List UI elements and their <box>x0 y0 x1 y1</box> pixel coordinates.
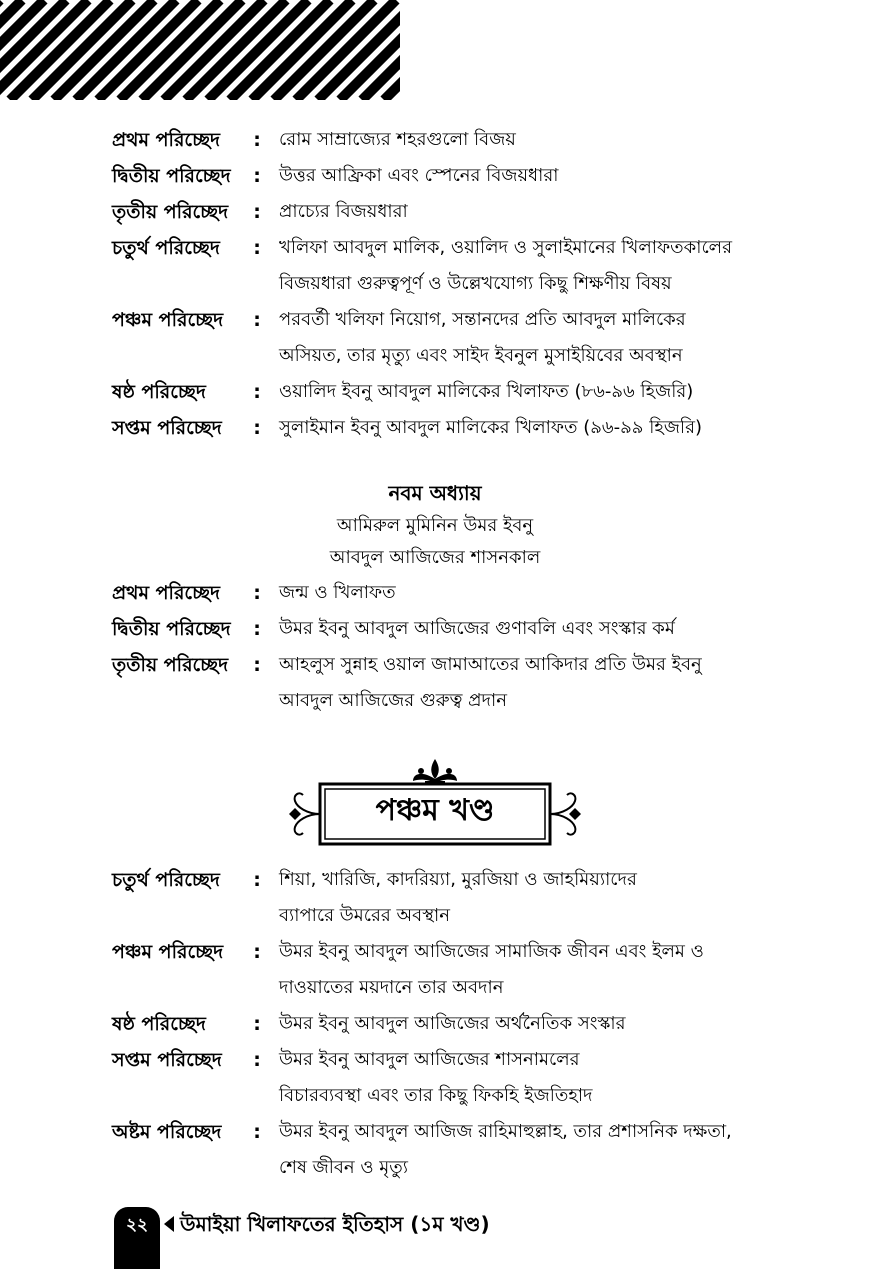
chapter-title-line: পরবর্তী খলিফা নিয়োগ, সন্তানদের প্রতি আবদুল মালিকের <box>279 309 686 330</box>
toc-entry <box>112 1114 792 1186</box>
toc-entry <box>112 194 792 230</box>
chapter-title-line: জন্ম ও খিলাফত <box>279 582 396 603</box>
chapter-title-line: উমর ইবনু আবদুল আজিজের শাসনামলের <box>279 1049 580 1070</box>
chapter-title: নবম অধ্যায় <box>388 481 482 505</box>
chapter-title-line: বিজয়ধারা গুরুত্বপূর্ণ ও উল্লেখযোগ্য কিছু শিক্ষণীয় বিষয় <box>279 273 672 294</box>
chapter-title-block <box>279 934 792 1006</box>
chapter-label: পঞ্চম পরিচ্ছেদ <box>112 309 224 331</box>
separator-colon: : <box>253 417 261 439</box>
toc-section-1 <box>112 122 792 446</box>
toc-entry <box>112 374 792 410</box>
chapter-label: সপ্তম পরিচ্ছেদ <box>112 417 222 439</box>
corner-stripes <box>0 0 400 100</box>
chapter-title-block <box>279 1042 792 1114</box>
chapter-title-line: আবদুল আজিজের গুরুত্ব প্রদান <box>279 690 507 711</box>
chapter-label: পঞ্চম পরিচ্ছেদ <box>112 941 224 963</box>
separator-colon: : <box>253 654 261 676</box>
toc-section-3 <box>112 862 792 1186</box>
chapter-label: প্রথম পরিচ্ছেদ <box>112 129 221 151</box>
chapter-title-line: শিয়া, খারিজি, কাদরিয়্যা, মুরজিয়া ও জাহমিয়্যাদের <box>279 869 637 890</box>
chapter-title-block <box>279 647 792 719</box>
chapter-subtitle-line-1: আমিরুল মুমিনিন উমর ইবনু <box>336 515 534 536</box>
chapter-label: চতুর্থ পরিচ্ছেদ <box>112 869 220 891</box>
volume-label: পঞ্চম খণ্ড <box>375 793 495 828</box>
chapter-title-block <box>279 194 792 230</box>
chapter-label: প্রথম পরিচ্ছেদ <box>112 582 221 604</box>
toc-entry <box>112 302 792 374</box>
toc-entry <box>112 862 792 934</box>
chapter-title-line: উমর ইবনু আবদুল আজিজের অর্থনৈতিক সংস্কার <box>279 1013 626 1034</box>
fleur-ornament-icon <box>413 759 457 784</box>
chapter-title-block <box>279 230 792 302</box>
separator-colon: : <box>253 201 261 223</box>
separator-colon: : <box>253 1121 261 1143</box>
chapter-label: ষষ্ঠ পরিচ্ছেদ <box>112 1013 206 1035</box>
chapter-label: তৃতীয় পরিচ্ছেদ <box>112 201 229 223</box>
toc-section-2 <box>112 575 792 719</box>
toc-entry <box>112 1042 792 1114</box>
chapter-title-block <box>279 374 792 410</box>
chapter-title-line: রোম সাম্রাজ্যের শহরগুলো বিজয় <box>279 129 516 150</box>
book-title: উমাইয়া খিলাফতের ইতিহাস (১ম খণ্ড) <box>180 1212 490 1236</box>
chapter-title-line: খলিফা আবদুল মালিক, ওয়ালিদ ও সুলাইমানের খিলাফতকালের <box>279 237 732 258</box>
toc-entry <box>112 158 792 194</box>
chapter-label: তৃতীয় পরিচ্ছেদ <box>112 654 229 676</box>
separator-colon: : <box>253 381 261 403</box>
chapter-title-line: উমর ইবনু আবদুল আজিজের সামাজিক জীবন এবং ইলম ও <box>279 941 704 962</box>
separator-colon: : <box>253 309 261 331</box>
chapter-title-line: ওয়ালিদ ইবনু আবদুল মালিকের খিলাফত (৮৬-৯৬ হিজরি) <box>279 381 694 402</box>
chapter-title-line: বিচারব্যবস্থা এবং তার কিছু ফিকহি ইজতিহাদ <box>279 1085 593 1106</box>
chapter-title-line: অসিয়ত, তার মৃত্যু এবং সাইদ ইবনুল মুসাইয়িবের অবস্থান <box>279 345 683 366</box>
chapter-title-block <box>279 1006 792 1042</box>
page-number: ২২ <box>125 1215 149 1235</box>
toc-entry <box>112 611 792 647</box>
chapter-title-line: সুলাইমান ইবনু আবদুল মালিকের খিলাফত (৯৬-৯৯ হিজরি) <box>279 417 702 438</box>
chapter-title-line: উমর ইবনু আবদুল আজিজের গুণাবলি এবং সংস্কার কর্ম <box>279 618 675 639</box>
chapter-title-block <box>279 611 792 647</box>
chapter-title-line: উত্তর আফ্রিকা এবং স্পেনের বিজয়ধারা <box>279 165 559 186</box>
separator-colon: : <box>253 869 261 891</box>
chapter-label: চতুর্থ পরিচ্ছেদ <box>112 237 220 259</box>
toc-entry <box>112 1006 792 1042</box>
separator-colon: : <box>253 1049 261 1071</box>
toc-entry <box>112 575 792 611</box>
chapter-title-line: প্রাচ্যের বিজয়ধারা <box>279 201 408 222</box>
chapter-title-block <box>279 1114 792 1186</box>
toc-entry <box>112 230 792 302</box>
separator-colon: : <box>253 237 261 259</box>
chapter-title-line: শেষ জীবন ও মৃত্যু <box>279 1157 409 1178</box>
chapter-label: ষষ্ঠ পরিচ্ছেদ <box>112 381 206 403</box>
chapter-title-block <box>279 410 792 446</box>
separator-colon: : <box>253 941 261 963</box>
separator-colon: : <box>253 129 261 151</box>
chapter-label: দ্বিতীয় পরিচ্ছেদ <box>112 165 231 187</box>
chapter-label: দ্বিতীয় পরিচ্ছেদ <box>112 618 231 640</box>
chapter-title-block <box>279 575 792 611</box>
chapter-label: সপ্তম পরিচ্ছেদ <box>112 1049 222 1071</box>
chapter-label: অষ্টম পরিচ্ছেদ <box>112 1121 222 1143</box>
triangle-left-icon <box>164 1216 174 1232</box>
separator-colon: : <box>253 582 261 604</box>
chapter-title-line: দাওয়াতের ময়দানে তার অবদান <box>279 977 504 998</box>
toc-entry <box>112 122 792 158</box>
separator-colon: : <box>253 618 261 640</box>
chapter-title-block <box>279 862 792 934</box>
chapter-title-line: উমর ইবনু আবদুল আজিজ রাহিমাহুল্লাহ, তার প্রশাসনিক দক্ষতা, <box>279 1121 732 1142</box>
separator-colon: : <box>253 165 261 187</box>
toc-entry <box>112 647 792 719</box>
chapter-title-block <box>279 122 792 158</box>
chapter-title-block <box>279 302 792 374</box>
chapter-title-line: আহলুস সুন্নাহ ওয়াল জামাআতের আকিদার প্রতি উমর ইবনু <box>279 654 702 675</box>
chapter-subtitle-line-2: আবদুল আজিজের শাসনকাল <box>329 547 541 568</box>
chapter-title-line: ব্যাপারে উমরের অবস্থান <box>279 905 451 926</box>
separator-colon: : <box>253 1013 261 1035</box>
toc-entry <box>112 934 792 1006</box>
chapter-title-block <box>279 158 792 194</box>
chapter-heading <box>0 476 870 574</box>
toc-entry <box>112 410 792 446</box>
